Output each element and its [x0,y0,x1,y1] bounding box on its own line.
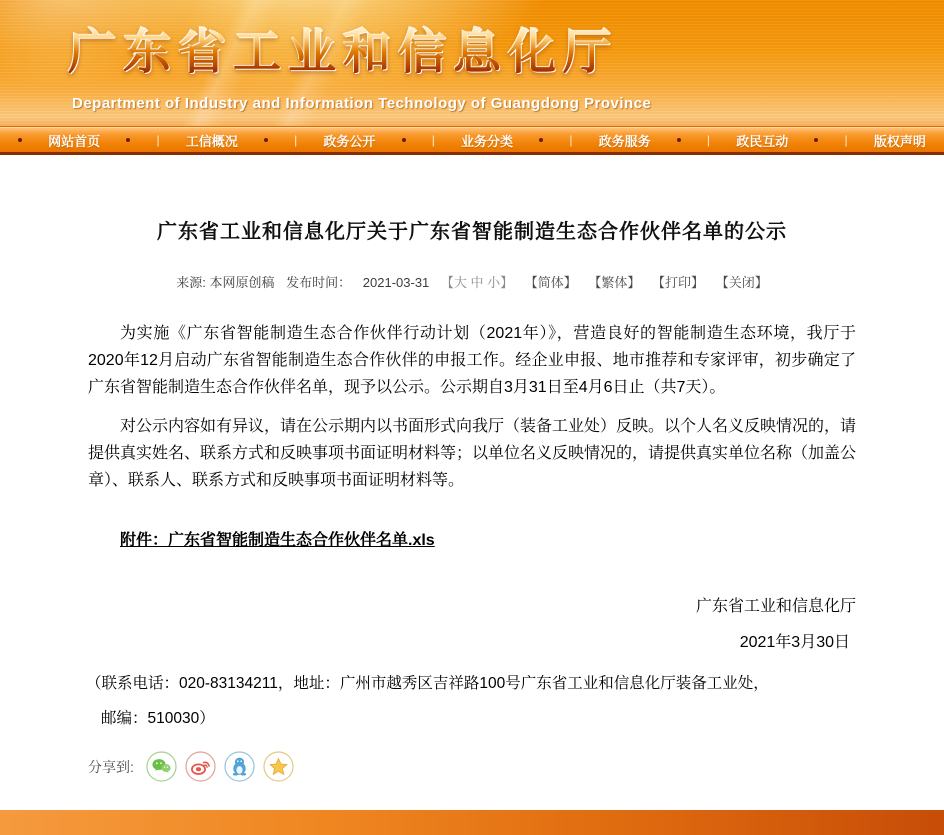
article-meta [88,272,856,291]
simplified-button[interactable]: 【简体】 [524,275,577,290]
article-body [88,320,856,494]
nav-dot [539,138,543,142]
traditional-button[interactable]: 【繁体】 [588,275,641,290]
nav-dot [677,138,681,142]
nav-separator: | [156,133,160,147]
qzone-star-icon[interactable] [263,751,294,782]
meta-source: 来源: 本网原创稿 [176,275,275,290]
font-size-control[interactable]: 【大 中 小】 [440,275,514,290]
wechat-icon[interactable] [146,751,177,782]
signature-org: 广东省工业和信息化厅 [695,598,856,615]
contact-line-2: 邮编：510030） [101,710,215,727]
nav-item-overview[interactable]: 工信概况 [185,133,238,149]
nav-item-gov-affairs[interactable]: 政务公开 [323,133,376,149]
nav-separator: | [844,133,848,147]
print-button[interactable]: 【打印】 [652,275,705,290]
attachment-row [88,527,856,550]
attachment-link[interactable]: 附件：广东省智能制造生态合作伙伴名单.xls [120,532,435,549]
article-title: 广东省工业和信息化厅关于广东省智能制造生态合作伙伴名单的公示 [157,221,787,243]
meta-time-label: 发布时间： [286,275,352,290]
nav-item-business[interactable]: 业务分类 [460,133,513,149]
nav-dot [18,138,22,142]
share-label: 分享到: [88,758,134,775]
article [0,219,944,782]
nav-separator: | [431,133,435,147]
signature-block [88,593,856,652]
close-button[interactable]: 【关闭】 [715,275,768,290]
signature-date: 2021年3月30日 [739,634,850,651]
paragraph-1: 为实施《广东省智能制造生态合作伙伴行动计划（2021年）》，营造良好的智能制造生态环境，我厅于2020年12月启动广东省智能制造生态合作伙伴的申报工作。经企业申报、地市推荐和专家评审，初步确定了广东省智能制造生态合作伙伴名单，现予以公示。公示期自3月31日至4月6日止（共7天）。 [88,325,856,396]
footer-bar [0,810,944,835]
nav-separator: | [294,133,298,147]
share-bar [88,751,856,782]
paragraph-2: 对公示内容如有异议，请在公示期内以书面形式向我厅（装备工业处）反映。以个人名义反映情况的，请提供真实姓名、联系方式和反映事项书面证明材料等；以单位名义反映情况的，请提供真实单位名称（加盖公章）、联系人、联系方式和反映事项书面证明材料等。 [88,418,857,489]
contact-info [86,673,856,730]
nav-item-copyright[interactable]: 版权声明 [873,133,926,149]
nav-separator: | [706,133,711,147]
nav-dot [126,138,130,142]
nav-item-services[interactable]: 政务服务 [598,133,651,149]
meta-time-value: 2021-03-31 [362,275,430,290]
nav-dot [264,138,268,142]
site-title: 广东省工业和信息化厅 [68,24,618,82]
nav-dot [814,138,818,142]
nav-dot [402,138,406,142]
site-banner [0,0,944,127]
contact-line-1: （联系电话：020-83134211，地址：广州市越秀区吉祥路100号广东省工业和信息化厅装备工业处， [86,675,769,692]
nav-divider-line [0,152,944,155]
nav-item-home[interactable]: 网站首页 [48,133,101,149]
qq-icon[interactable] [224,751,255,782]
nav-item-interaction[interactable]: 政民互动 [736,133,789,149]
weibo-icon[interactable] [185,751,216,782]
site-subtitle-en: Department of Industry and Information Technology of Guangdong Province [72,95,652,112]
nav-separator: | [569,133,573,147]
main-nav [0,127,944,152]
